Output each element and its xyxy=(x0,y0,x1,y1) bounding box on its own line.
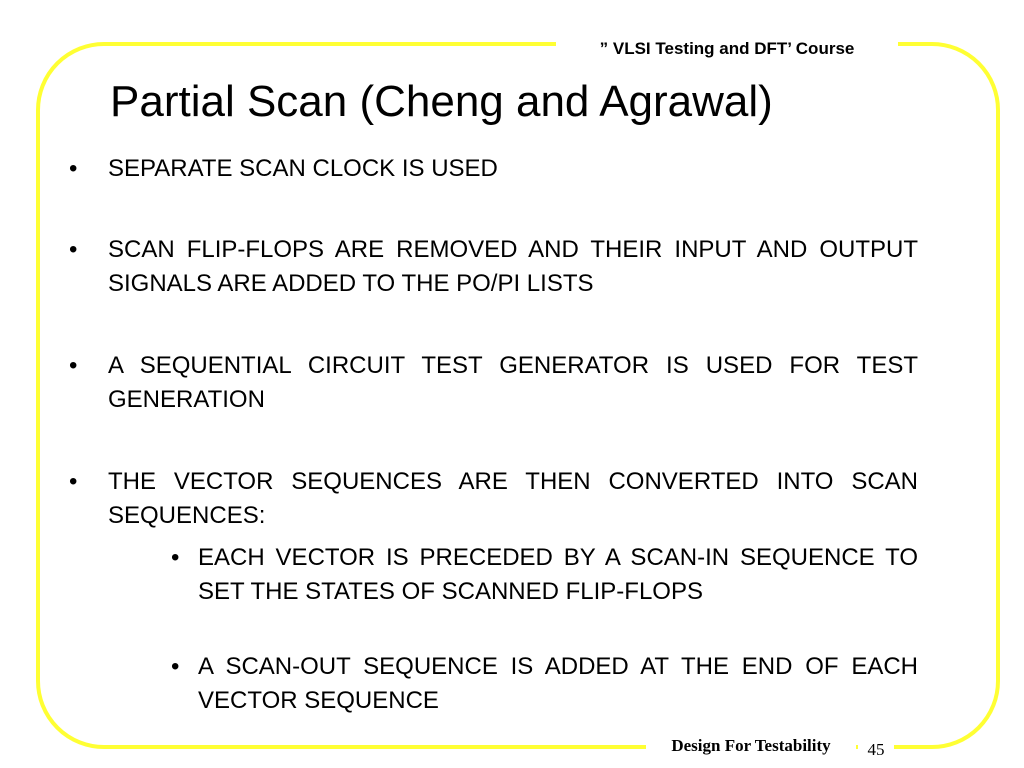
sub-bullet-marker: • xyxy=(171,653,180,680)
page-number: 45 xyxy=(858,738,894,762)
bullet-marker: • xyxy=(69,352,78,379)
sub-bullet-text: EACH VECTOR IS PRECEDED BY A SCAN-IN SEQUENCE TO SET THE STATES OF SCANNED FLIP-FLOPS xyxy=(198,544,918,605)
course-label: ” VLSI Testing and DFT’ Course xyxy=(556,36,898,62)
bullet-marker: • xyxy=(69,236,78,263)
sub-bullet-marker: • xyxy=(171,544,180,571)
slide-title: Partial Scan (Cheng and Agrawal) xyxy=(110,77,773,126)
sub-bullet-text: A SCAN-OUT SEQUENCE IS ADDED AT THE END OF EACH VECTOR SEQUENCE xyxy=(198,653,918,714)
bullet-text: A SEQUENTIAL CIRCUIT TEST GENERATOR IS USED FOR TEST GENERATION xyxy=(108,352,918,413)
bullet-text: THE VECTOR SEQUENCES ARE THEN CONVERTED INTO SCAN SEQUENCES: xyxy=(108,468,918,529)
bullet-marker: • xyxy=(69,155,78,182)
bullet-text: SEPARATE SCAN CLOCK IS USED xyxy=(108,155,498,182)
bullet-text: SCAN FLIP-FLOPS ARE REMOVED AND THEIR INPUT AND OUTPUT SIGNALS ARE ADDED TO THE PO/PI LISTS xyxy=(108,236,918,297)
bullet-marker: • xyxy=(69,468,78,495)
footer-label: Design For Testability xyxy=(646,732,856,760)
